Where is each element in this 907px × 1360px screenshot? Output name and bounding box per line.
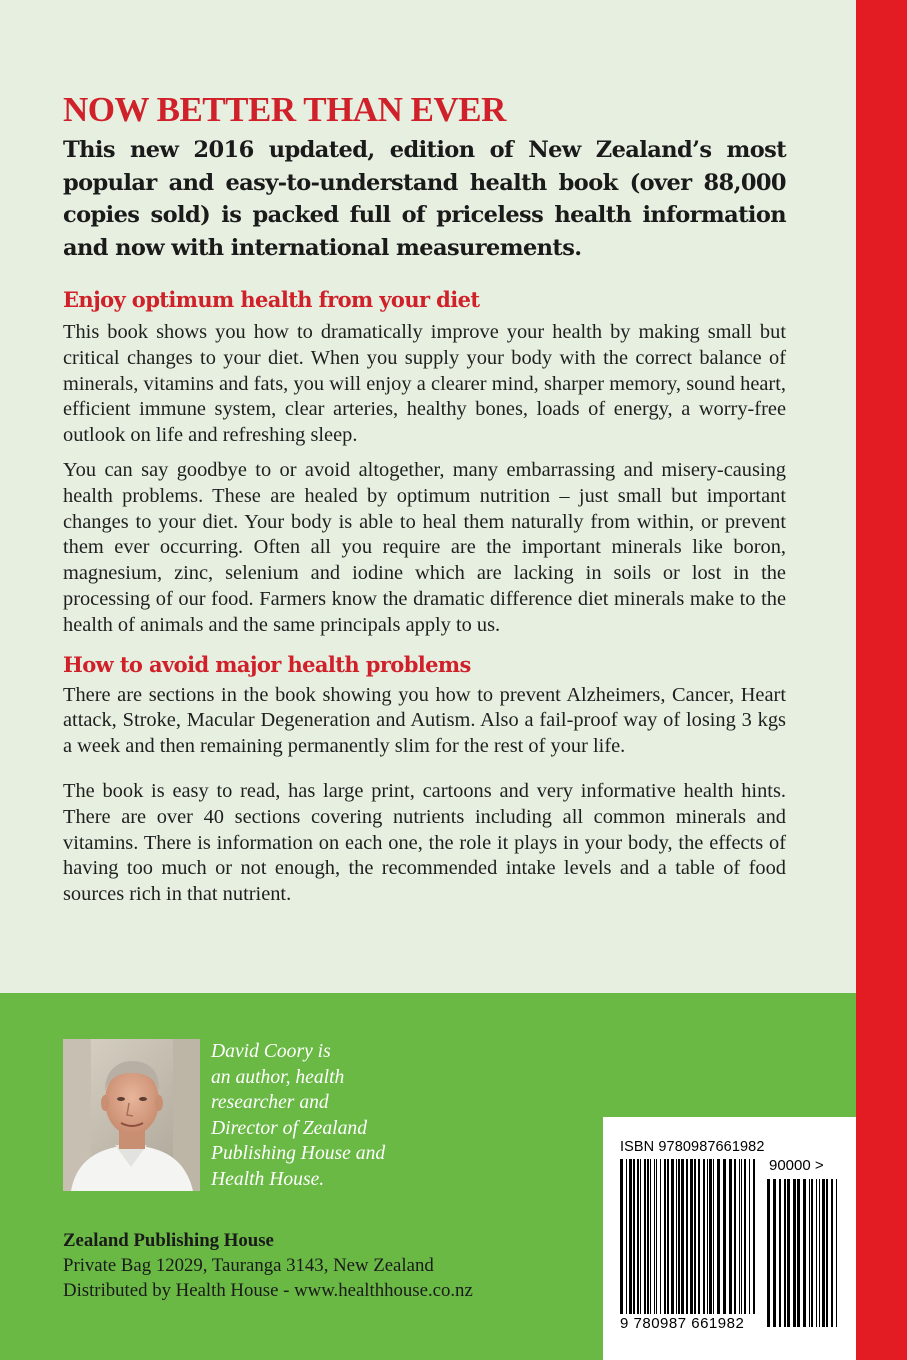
price-marker: >: [814, 1157, 824, 1174]
intro-paragraph: This new 2016 updated, edition of New Zealand’s most popular and easy-to-understand health book (over 88,000 copies sold) is packed full of priceless health information and now with international measurements.: [63, 137, 786, 261]
health-paragraph-2: The book is easy to read, has large print, cartoons and very informative health hints. There are over 40 sections covering nutrients including all common minerals and vitamins. There is information on each one, the role it plays in your body, the effects of having too much or not enough, the recommended intake levels and a table of food sources rich in that nutrient.: [63, 779, 786, 906]
barcode-digits: 9 780987 661982: [620, 1315, 745, 1332]
author-bio-line: Publishing House and: [211, 1143, 386, 1165]
section-heading-diet: Enjoy optimum health from your diet: [63, 287, 480, 312]
publisher-info: [63, 1228, 473, 1303]
author-bio-line: researcher and: [211, 1092, 329, 1114]
author-bio-line: David Coory is: [211, 1041, 331, 1062]
isbn-label: ISBN 9780987661982: [620, 1139, 765, 1155]
diet-paragraph-1: This book shows you how to dramatically improve your health by making small but critical changes to your diet. When you supply your body with the correct balance of minerals, vitamins and fats, you will enjoy a clearer mind, sharper memory, sound heart, efficient immune system, clear arteries, healthy bones, loads of energy, a worry-free outlook on life and refreshing sleep.: [63, 321, 786, 447]
author-bio-line: Director of Zealand: [211, 1117, 368, 1139]
red-spine-stripe: [856, 0, 907, 1360]
price-code-value: 90000: [769, 1157, 811, 1174]
barcode-box: [603, 1117, 856, 1360]
description-panel: [63, 90, 786, 908]
publisher-address: Private Bag 12029, Tauranga 3143, New Zealand: [63, 1255, 434, 1276]
author-photo: [63, 1039, 200, 1191]
author-bio-line: an author, health: [211, 1066, 345, 1088]
author-bio: [211, 1039, 431, 1193]
diet-paragraph-2: You can say goodbye to or avoid altogether, many embarrassing and misery-causing health problems. These are healed by optimum nutrition – just small but important changes to your diet. Your body is able to heal them naturally from within, or prevent them ever occurring. Often all you require are the important minerals like boron, magnesium, zinc, selenium and iodine which are lacking in soils or lost in the processing of our food. Farmers know the dramatic difference diet minerals make to the health of animals and the same principals apply to us.: [63, 458, 786, 636]
headline: NOW BETTER THAN EVER: [63, 90, 506, 129]
publisher-name: Zealand Publishing House: [63, 1230, 274, 1251]
author-bio-line: Health House.: [211, 1168, 325, 1190]
health-paragraph-1: There are sections in the book showing you how to prevent Alzheimers, Cancer, Heart attack, Stroke, Macular Degeneration and Autism. Also a fail-proof way of losing 3 kgs a week and then remaining permanently slim for the rest of your life.: [63, 683, 786, 758]
section-heading-health-problems: How to avoid major health problems: [63, 651, 471, 677]
publisher-distribution: Distributed by Health House - www.healthhouse.co.nz: [63, 1280, 473, 1301]
